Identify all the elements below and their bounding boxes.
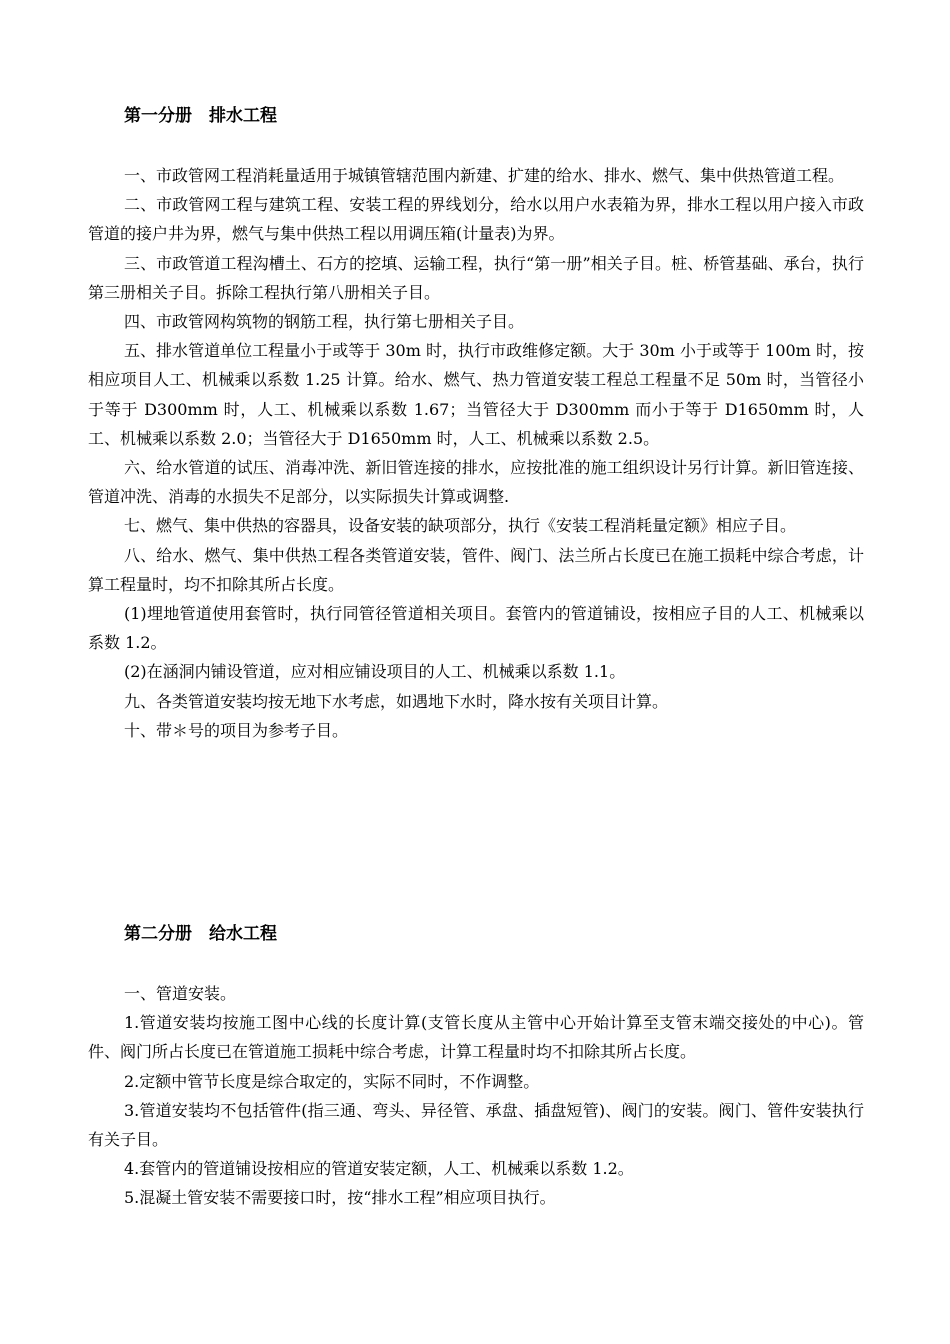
section-drainage	[88, 103, 864, 745]
paragraph: 1.管道安装均按施工图中心线的长度计算(支管长度从主管中心开始计算至支管末端交接处的中心)。管件、阀门所占长度已在管道施工损耗中综合考虑，计算工程量时均不扣除其所占长度。	[88, 1013, 864, 1062]
paragraph: 一、市政管网工程消耗量适用于城镇管辖范围内新建、扩建的给水、排水、燃气、集中供热管道工程。	[124, 166, 845, 185]
section-water-supply	[88, 921, 864, 1213]
paragraph: 三、市政管道工程沟槽土、石方的挖填、运输工程，执行“第一册”相关子目。桩、桥管基础、承台，执行第三册相关子目。拆除工程执行第八册相关子目。	[88, 253, 864, 302]
paragraph: 五、排水管道单位工程量小于或等于 30m 时，执行市政维修定额。大于 30m 小于或等于 100m 时，按相应项目人工、机械乘以系数 1.25 计算。给水、燃气、热力管道安装工程总工程量不足 50m 时，当管径小于等于 D300mm 时，人工、机械乘以系数 1.67；当管径大于 D300mm 而小于等于 D1650mm 时，人工、机械乘以系数 2.0；当管径大于 D1650mm 时，人工、机械乘以系数 2.5。	[88, 341, 864, 448]
paragraph: 八、给水、燃气、集中供热工程各类管道安装，管件、阀门、法兰所占长度已在施工损耗中综合考虑，计算工程量时，均不扣除其所占长度。	[88, 545, 864, 594]
paragraph: 四、市政管网构筑物的钢筋工程，执行第七册相关子目。	[124, 312, 525, 332]
section-title: 第一分册 排水工程	[124, 106, 277, 126]
section-title: 第二分册 给水工程	[124, 924, 277, 944]
paragraph: 2.定额中管节长度是综合取定的，实际不同时，不作调整。	[124, 1071, 540, 1091]
paragraph: 六、给水管道的试压、消毒冲洗、新旧管连接的排水，应按批准的施工组织设计另行计算。新旧管连接、管道冲洗、消毒的水损失不足部分，以实际损失计算或调整.	[88, 458, 864, 507]
paragraph: 4.套管内的管道铺设按相应的管道安装定额，人工、机械乘以系数 1.2。	[124, 1159, 634, 1179]
paragraph: 3.管道安装均不包括管件(指三通、弯头、异径管、承盘、插盘短管)、阀门的安装。阀门、管件安装执行有关子目。	[88, 1100, 864, 1150]
paragraph: 十、带＊号的项目为参考子目。	[124, 720, 349, 740]
paragraph: (2)在涵洞内铺设管道，应对相应铺设项目的人工、机械乘以系数 1.1。	[124, 662, 626, 682]
paragraph: 七、燃气、集中供热的容器具，设备安装的缺项部分，执行《安装工程消耗量定额》相应子目。	[124, 516, 797, 536]
paragraph: 二、市政管网工程与建筑工程、安装工程的界线划分，给水以用户水表箱为界，排水工程以用户接入市政管道的接户井为界，燃气与集中供热工程以用调压箱(计量表)为界。	[88, 195, 864, 244]
paragraph: (1)埋地管道使用套管时，执行同管径管道相关项目。套管内的管道铺设，按相应子目的人工、机械乘以系数 1.2。	[88, 604, 864, 653]
paragraph: 一、管道安装。	[124, 984, 237, 1003]
paragraph: 九、各类管道安装均按无地下水考虑，如遇地下水时，降水按有关项目计算。	[124, 691, 669, 711]
paragraph: 5.混凝土管安装不需要接口时，按“排水工程”相应项目执行。	[124, 1188, 556, 1208]
